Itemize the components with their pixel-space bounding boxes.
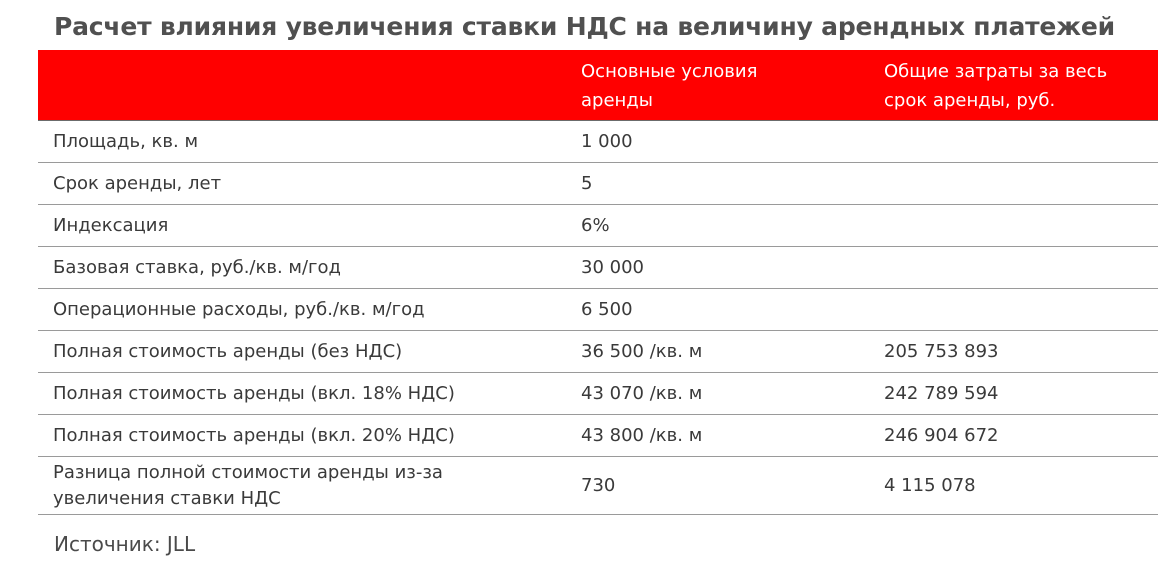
row-total-value: 242 789 594 [884, 382, 999, 404]
row-terms-value: 730 [581, 474, 616, 496]
row-label: Индексация [53, 214, 169, 236]
table-row [38, 289, 1158, 331]
row-label [53, 457, 573, 514]
header-total-costs-line1: Общие затраты за весь [884, 61, 1108, 82]
header-lease-terms [581, 57, 871, 115]
row-terms-value: 5 [581, 172, 593, 194]
row-label: Полная стоимость аренды (без НДС) [53, 340, 403, 362]
table-header [38, 50, 1158, 121]
row-terms-value: 6 500 [581, 298, 633, 320]
row-total-value [884, 121, 1154, 162]
header-total-costs-line2: срок аренды, руб. [884, 90, 1056, 111]
table-row [38, 415, 1158, 457]
row-total-value: 205 753 893 [884, 340, 999, 362]
table-row [38, 121, 1158, 163]
header-total-costs [884, 57, 1154, 115]
row-total-value [884, 163, 1154, 204]
row-label: Полная стоимость аренды (вкл. 18% НДС) [53, 382, 455, 404]
table-row [38, 163, 1158, 205]
row-terms-value: 6% [581, 214, 610, 236]
row-total-value: 4 115 078 [884, 474, 976, 496]
header-lease-terms-line1: Основные условия [581, 61, 758, 82]
source-note: Источник: JLL [54, 532, 196, 556]
row-terms-value: 43 800 /кв. м [581, 424, 703, 446]
row-label-line1: Разница полной стоимости аренды из-за [53, 461, 443, 483]
row-total-value [884, 205, 1154, 246]
row-label: Полная стоимость аренды (вкл. 20% НДС) [53, 424, 455, 446]
table-row [38, 331, 1158, 373]
vat-impact-table [38, 50, 1158, 515]
row-label: Площадь, кв. м [53, 130, 199, 152]
row-label-line2: увеличения ставки НДС [53, 487, 281, 509]
row-terms-value: 30 000 [581, 256, 644, 278]
row-total-value [884, 247, 1154, 288]
row-terms-value: 43 070 /кв. м [581, 382, 703, 404]
row-terms-value: 1 000 [581, 130, 633, 152]
table-row-difference [38, 457, 1158, 515]
header-lease-terms-line2: аренды [581, 90, 653, 111]
row-total-value [884, 289, 1154, 330]
row-label: Базовая ставка, руб./кв. м/год [53, 256, 341, 278]
row-label: Операционные расходы, руб./кв. м/год [53, 298, 425, 320]
table-row [38, 205, 1158, 247]
page-title: Расчет влияния увеличения ставки НДС на величину арендных платежей [54, 12, 1115, 41]
row-total-value: 246 904 672 [884, 424, 999, 446]
row-label: Срок аренды, лет [53, 172, 222, 194]
table-row [38, 373, 1158, 415]
row-terms-value: 36 500 /кв. м [581, 340, 703, 362]
table-row [38, 247, 1158, 289]
